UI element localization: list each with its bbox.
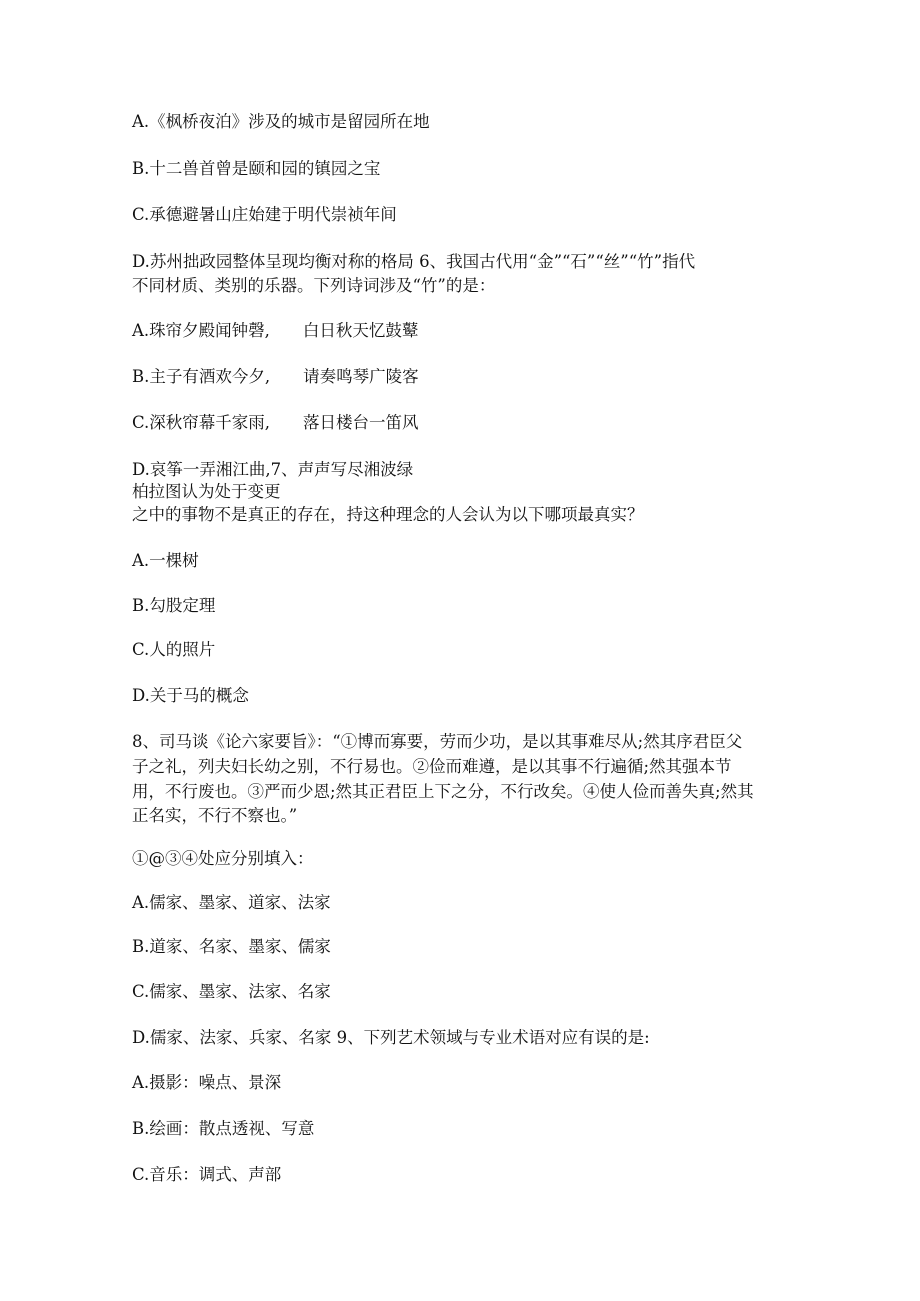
q8-option-b: B.道家、名家、墨家、儒家 bbox=[132, 937, 331, 956]
q8-option-a: A.儒家、墨家、道家、法家 bbox=[132, 893, 331, 912]
q8-option-d-q9-stem: D.儒家、法家、兵家、名家 9、下列艺术领域与专业术语对应有误的是: bbox=[132, 1028, 650, 1047]
q6-option-a: A.珠帘夕殿闻钟磬, 白日秋天忆鼓鼙 bbox=[132, 321, 419, 340]
q5-option-b: B.十二兽首曾是颐和园的镇园之宝 bbox=[132, 159, 381, 178]
q5-option-a: A.《枫桥夜泊》涉及的城市是留园所在地 bbox=[132, 112, 430, 131]
q6-option-d-q7-number: D.哀筝一弄湘江曲,7、声声写尽湘波绿 bbox=[132, 460, 414, 479]
q8-stem-line-1: 8、司马谈《论六家要旨》：“①博而寡要，劳而少功，是以其事难尽从;然其序君臣父 bbox=[132, 732, 743, 751]
q9-option-a: A.摄影：噪点、景深 bbox=[132, 1073, 282, 1092]
q9-option-c: C.音乐：调式、声部 bbox=[132, 1165, 282, 1184]
q7-stem-continued: 之中的事物不是真正的存在，持这种理念的人会认为以下哪项最真实？ bbox=[132, 505, 644, 524]
q7-option-c: C.人的照片 bbox=[132, 640, 216, 659]
q8-stem-line-3: 用，不行废也。③严而少恩;然其正君臣上下之分，不行改矣。④使人俭而善失真;然其 bbox=[132, 782, 754, 801]
q6-option-b: B.主子有酒欢今夕, 请奏鸣琴广陵客 bbox=[132, 367, 419, 386]
q7-option-b: B.勾股定理 bbox=[132, 596, 216, 615]
q6-stem-continued: 不同材质、类别的乐器。下列诗词涉及“竹”的是： bbox=[132, 276, 496, 295]
q5-option-d-q6-stem: D.苏州拙政园整体呈现均衡对称的格局 6、我国古代用“金”“石”“丝”“竹”指代 bbox=[132, 252, 696, 271]
q5-option-c: C.承德避暑山庄始建于明代崇祯年间 bbox=[132, 205, 397, 224]
q7-option-a: A.一棵树 bbox=[132, 551, 199, 570]
q8-stem-line-2: 子之礼，列夫妇长幼之别，不行易也。②俭而难遵，是以其事不行遍循;然其强本节 bbox=[132, 757, 732, 776]
q7-stem: 柏拉图认为处于变更 bbox=[132, 482, 281, 501]
q8-stem-line-4: 正名实，不行不察也。” bbox=[132, 806, 298, 825]
q8-prompt: ①@③④处应分别填入： bbox=[132, 849, 314, 868]
q7-option-d: D.关于马的概念 bbox=[132, 686, 249, 705]
q8-option-c: C.儒家、墨家、法家、名家 bbox=[132, 982, 331, 1001]
q6-option-c: C.深秋帘幕千家雨, 落日楼台一笛风 bbox=[132, 413, 419, 432]
q9-option-b: B.绘画：散点透视、写意 bbox=[132, 1119, 315, 1138]
